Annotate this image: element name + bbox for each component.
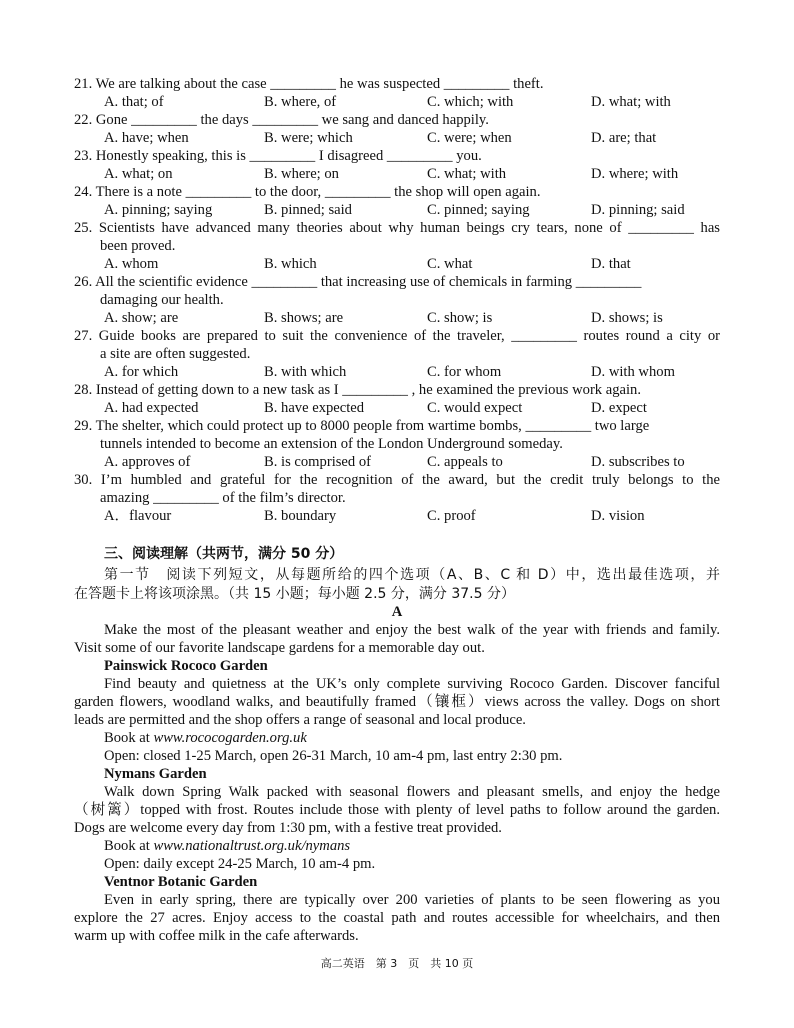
section-heading: 三、阅读理解（共两节，满分 50 分） <box>104 546 344 562</box>
q28-option-b: B. have expected <box>264 400 365 416</box>
garden-name-ventnor: Ventnor Botanic Garden <box>104 874 258 890</box>
nymans-desc-line2: （树篱）topped with frost. Routes include those with plenty of level paths to follow around the garden. <box>74 802 720 818</box>
q22-option-a: A. have; when <box>104 130 189 146</box>
q21-option-b: B. where, of <box>264 94 337 110</box>
painswick-desc-line1: Find beauty and quietness at the UK’s only complete surviving Rococo Garden. Discover fanciful <box>104 676 720 692</box>
q25-option-b: B. which <box>264 256 317 272</box>
q27-option-d: D. with whom <box>591 364 675 380</box>
q26-option-a: A. show; are <box>104 310 179 326</box>
q26-option-c: C. show; is <box>427 310 493 326</box>
q24-option-a: A. pinning; saying <box>104 202 213 218</box>
question-30-stem-cont: amazing _________ of the film’s director. <box>100 490 346 506</box>
painswick-desc-line2: garden flowers, woodland walks, and beautifully framed（镶框）views across the valley. Dogs on short <box>74 694 720 710</box>
question-30-stem: 30. I’m humbled and grateful for the recognition of the award, but the credit truly belongs to the <box>74 472 720 488</box>
q26-option-d: D. shows; is <box>591 310 663 326</box>
q24-option-b: B. pinned; said <box>264 202 352 218</box>
q21-option-d: D. what; with <box>591 94 671 110</box>
booking-label: Book at <box>104 838 154 854</box>
garden-name-painswick: Painswick Rococo Garden <box>104 658 268 674</box>
q28-option-c: C. would expect <box>427 400 523 416</box>
q29-option-c: C. appeals to <box>427 454 503 470</box>
nymans-booking-url: www.nationaltrust.org.uk/nymans <box>153 838 351 854</box>
q28-option-a: A. had expected <box>104 400 199 416</box>
q21-option-c: C. which; with <box>427 94 514 110</box>
q25-option-a: A. whom <box>104 256 159 272</box>
question-21-stem: 21. We are talking about the case _________ he was suspected _________ theft. <box>74 76 544 92</box>
question-28-stem: 28. Instead of getting down to a new task as I _________ , he examined the previous work again. <box>74 382 641 398</box>
q22-option-c: C. were; when <box>427 130 512 146</box>
q26-option-b: B. shows; are <box>264 310 344 326</box>
painswick-opening-hours: Open: closed 1-25 March, open 26-31 March, 10 am-4 pm, last entry 2:30 pm. <box>104 748 563 764</box>
q30-option-c: C. proof <box>427 508 476 524</box>
q23-option-c: C. what; with <box>427 166 507 182</box>
nymans-opening-hours: Open: daily except 24-25 March, 10 am-4 pm. <box>104 856 376 872</box>
garden-name-nymans: Nymans Garden <box>104 766 207 782</box>
question-26-stem-cont: damaging our health. <box>100 292 224 308</box>
question-29-stem: 29. The shelter, which could protect up to 8000 people from wartime bombs, _________ two large <box>74 418 650 434</box>
painswick-desc-line3: leads are permitted and the shop offers a range of seasonal and local produce. <box>74 712 526 728</box>
nymans-desc-line3: Dogs are welcome every day from 1:30 pm, with a festive treat provided. <box>74 820 502 836</box>
question-24-stem: 24. There is a note _________ to the door, _________ the shop will open again. <box>74 184 541 200</box>
nymans-desc-line1: Walk down Spring Walk packed with seasonal flowers and pleasant smells, and enjoy the hedge <box>104 784 720 800</box>
question-25-stem-cont: been proved. <box>100 238 176 254</box>
section-instruction-line1: 第一节 阅读下列短文，从每题所给的四个选项（A、B、C 和 D）中，选出最佳选项，并 <box>104 567 720 583</box>
section-instruction-line2: 在答题卡上将该项涂黑。（共 15 小题；每小题 2.5 分，满分 37.5 分） <box>74 586 515 602</box>
q29-option-d: D. subscribes to <box>591 454 685 470</box>
q25-option-d: D. that <box>591 256 631 272</box>
q27-option-b: B. with which <box>264 364 347 380</box>
question-22-stem: 22. Gone _________ the days _________ we sang and danced happily. <box>74 112 489 128</box>
q24-option-c: C. pinned; saying <box>427 202 530 218</box>
ventnor-desc-line1: Even in early spring, there are typically over 200 varieties of plants to be seen flowering as you <box>104 892 720 908</box>
ventnor-desc-line2: explore the 27 acres. Enjoy access to the coastal path and routes accessible for wheelchairs, and then <box>74 910 720 926</box>
painswick-booking <box>104 729 307 747</box>
booking-label: Book at <box>104 730 154 746</box>
q29-option-b: B. is comprised of <box>264 454 372 470</box>
painswick-booking-url: www.rococogarden.org.uk <box>153 730 307 746</box>
q28-option-d: D. expect <box>591 400 647 416</box>
q29-option-a: A. approves of <box>104 454 191 470</box>
nymans-booking <box>104 837 350 855</box>
q23-option-b: B. where; on <box>264 166 339 182</box>
q24-option-d: D. pinning; said <box>591 202 685 218</box>
q23-option-d: D. where; with <box>591 166 679 182</box>
question-27-stem: 27. Guide books are prepared to suit the convenience of the traveler, _________ routes round a city or <box>74 328 720 344</box>
question-27-stem-cont: a site are often suggested. <box>100 346 251 362</box>
q27-option-a: A. for which <box>104 364 179 380</box>
q22-option-b: B. were; which <box>264 130 353 146</box>
q30-option-a: A．flavour <box>104 508 172 524</box>
passage-intro-line2: Visit some of our favorite landscape gardens for a memorable day out. <box>74 640 485 656</box>
question-29-stem-cont: tunnels intended to become an extension of the London Underground someday. <box>100 436 563 452</box>
q30-option-d: D. vision <box>591 508 645 524</box>
q22-option-d: D. are; that <box>591 130 657 146</box>
question-26-stem: 26. All the scientific evidence _________ that increasing use of chemicals in farming _________ <box>74 274 642 290</box>
q27-option-c: C. for whom <box>427 364 502 380</box>
page-footer: 高二英语 第 3 页 共 10 页 <box>320 957 474 970</box>
q23-option-a: A. what; on <box>104 166 173 182</box>
question-25-stem: 25. Scientists have advanced many theories about why human beings cry tears, none of _________ has <box>74 220 720 236</box>
question-23-stem: 23. Honestly speaking, this is _________ I disagreed _________ you. <box>74 148 482 164</box>
q25-option-c: C. what <box>427 256 473 272</box>
ventnor-desc-line3: warm up with coffee milk in the cafe afterwards. <box>74 928 359 944</box>
passage-intro-line1: Make the most of the pleasant weather and enjoy the best walk of the year with friends and family. <box>104 622 720 638</box>
q21-option-a: A. that; of <box>104 94 164 110</box>
q30-option-b: B. boundary <box>264 508 337 524</box>
passage-letter: A <box>391 604 403 620</box>
